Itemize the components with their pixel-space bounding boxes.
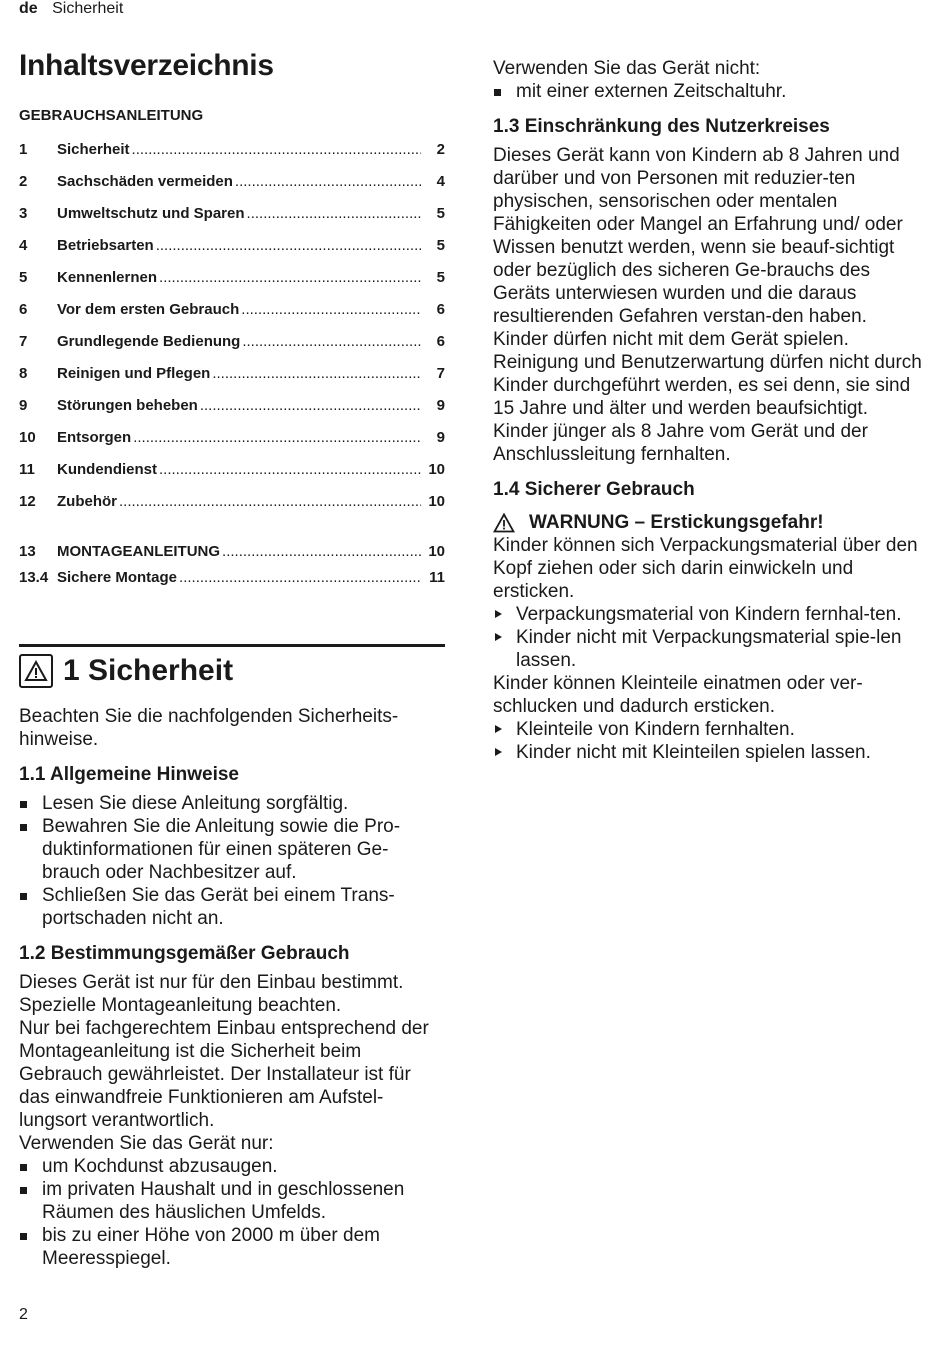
section-title: 1 Sicherheit <box>63 654 234 687</box>
list-item-text: mit einer externen Zeitschaltuhr. <box>516 81 787 102</box>
right-column <box>493 57 923 764</box>
instruction-item <box>493 718 923 741</box>
toc-leader <box>247 204 421 224</box>
warning-text: WARNUNG – Erstickungsgefahr! <box>529 512 824 533</box>
toc-entry-title: MONTAGEANLEITUNG <box>57 543 221 560</box>
toc-entry-title: Sichere Montage <box>57 569 178 586</box>
list-item-text: um Kochdunst abzusaugen. <box>42 1156 278 1177</box>
list-item-text: Schließen Sie das Gerät bei einem Trans-portschaden nicht an. <box>42 885 395 929</box>
bullet-icon <box>19 1178 42 1224</box>
toc-page: 4 <box>436 173 445 190</box>
toc-num: 5 <box>19 269 28 286</box>
toc-entry-title: Sicherheit <box>57 141 130 158</box>
instruction-item <box>493 626 923 672</box>
toc-entry[interactable] <box>19 396 445 428</box>
bullet-icon <box>19 1155 42 1178</box>
subsection-title: 1.4 Sicherer Gebrauch <box>493 479 695 500</box>
bullet-icon <box>19 1224 42 1270</box>
list-item-text: im privaten Haushalt und in geschlossenen Räumen des häuslichen Umfelds. <box>42 1179 405 1223</box>
toc-entry[interactable] <box>19 140 445 172</box>
list-item-text: Bewahren Sie die Anleitung sowie die Pro-duktinformationen für einen späteren Ge-brauch oder Nachbesitzer auf. <box>42 816 401 883</box>
toc-page: 6 <box>436 333 445 350</box>
bullet-icon <box>19 815 42 884</box>
toc-entry[interactable] <box>19 364 445 396</box>
arrow-icon <box>493 741 516 764</box>
subsection-title: 1.2 Bestimmungsgemäßer Gebrauch <box>19 943 350 964</box>
toc-num: 13.4 <box>19 569 49 586</box>
instruction-text: Kinder nicht mit Verpackungsmaterial spie-len lassen. <box>516 627 902 671</box>
paragraph: Nur bei fachgerechtem Einbau entsprechend der Montageanleitung ist die Sicherheit beim Gebrauch gewährleistet. Der Installateur ist für das einwandfreie Funktionieren am Aufstel-lungsort verantwortlich. <box>19 1018 429 1131</box>
toc-page: 6 <box>436 301 445 318</box>
toc-num: 11 <box>19 461 35 478</box>
toc-num: 8 <box>19 365 28 382</box>
toc-entry[interactable] <box>19 172 445 204</box>
bullet-icon <box>19 884 42 930</box>
toc-num: 9 <box>19 397 28 414</box>
toc-leader <box>222 542 421 562</box>
list-item-text: bis zu einer Höhe von 2000 m über dem Meeresspiegel. <box>42 1225 380 1269</box>
instruction-item <box>493 603 923 626</box>
toc-page: 9 <box>436 429 445 446</box>
warning-heading <box>493 511 923 534</box>
toc-page: 2 <box>436 141 445 158</box>
list-item <box>19 884 445 930</box>
toc-leader <box>156 236 421 256</box>
toc-num: 10 <box>19 429 36 446</box>
toc-entry[interactable] <box>19 460 445 492</box>
subsection-title: 1.3 Einschränkung des Nutzerkreises <box>493 116 830 137</box>
toc-leader <box>159 460 421 480</box>
toc-leader <box>119 492 421 512</box>
toc-leader <box>179 568 421 588</box>
toc-leader <box>200 396 421 416</box>
subsection-title: 1.1 Allgemeine Hinweise <box>19 764 239 785</box>
list-item <box>19 1178 445 1224</box>
list-item <box>19 792 445 815</box>
toc-page: 7 <box>436 365 445 382</box>
warning-triangle-icon <box>493 513 515 533</box>
toc-entry[interactable] <box>19 492 445 524</box>
left-column <box>19 46 445 1270</box>
toc-subtitle: GEBRAUCHSANLEITUNG <box>19 107 204 124</box>
list-item <box>19 1224 445 1270</box>
toc-entry[interactable] <box>19 300 445 332</box>
toc-title: Inhaltsverzeichnis <box>19 49 274 82</box>
toc-num: 12 <box>19 493 36 510</box>
instruction-text: Verpackungsmaterial von Kindern fernhal-ten. <box>516 604 902 625</box>
toc-page: 5 <box>436 269 445 286</box>
toc-page: 9 <box>436 397 445 414</box>
toc-entry-title: Störungen beheben <box>57 397 198 414</box>
list-item <box>19 815 445 884</box>
toc-entry[interactable] <box>19 568 445 594</box>
toc-num: 3 <box>19 205 28 222</box>
toc-leader <box>212 364 421 384</box>
toc-page: 11 <box>429 569 445 586</box>
toc-page: 5 <box>436 205 445 222</box>
toc-entry-title: Umweltschutz und Sparen <box>57 205 245 222</box>
toc-page: 10 <box>428 493 445 510</box>
instruction-text: Kleinteile von Kindern fernhalten. <box>516 719 795 740</box>
toc-entry-title: Betriebsarten <box>57 237 154 254</box>
toc-entry-title: Sachschäden vermeiden <box>57 173 233 190</box>
paragraph: Kinder jünger als 8 Jahre vom Gerät und der Anschlussleitung fernhalten. <box>493 421 868 465</box>
toc-leader <box>241 300 421 320</box>
toc-leader <box>235 172 421 192</box>
toc-leader <box>133 428 421 448</box>
bullet-icon <box>493 80 516 103</box>
paragraph: Reinigung und Benutzerwartung dürfen nicht durch Kinder durchgeführt werden, es sei denn, sie sind 15 Jahre und älter und werden beaufsichtigt. <box>493 352 922 419</box>
toc-num: 13 <box>19 543 36 560</box>
toc-page: 10 <box>428 543 445 560</box>
paragraph: Dieses Gerät ist nur für den Einbau bestimmt. Spezielle Montageanleitung beachten. <box>19 972 404 1016</box>
bullet-icon <box>19 792 42 815</box>
language-code: de <box>19 0 38 17</box>
section-heading <box>19 644 445 691</box>
paragraph: Kinder können Kleinteile einatmen oder ver-schlucken und dadurch ersticken. <box>493 673 863 717</box>
toc-entry[interactable] <box>19 428 445 460</box>
paragraph: Kinder können sich Verpackungsmaterial über den Kopf ziehen oder sich darin einwickeln und ersticken. <box>493 535 918 602</box>
toc-leader <box>242 332 421 352</box>
toc-entry-title: Grundlegende Bedienung <box>57 333 241 350</box>
toc-entry-title: Entsorgen <box>57 429 132 446</box>
header-section: Sicherheit <box>52 0 124 17</box>
toc-list <box>19 140 445 594</box>
toc-entry-title: Kennenlernen <box>57 269 158 286</box>
arrow-icon <box>493 626 516 672</box>
toc-entry[interactable] <box>19 268 445 300</box>
toc-entry-title: Reinigen und Pflegen <box>57 365 211 382</box>
page-header <box>19 0 123 18</box>
page-number: 2 <box>19 1306 28 1323</box>
toc-entry[interactable] <box>19 332 445 364</box>
toc-num: 4 <box>19 237 28 254</box>
list-item-text: Lesen Sie diese Anleitung sorgfältig. <box>42 793 349 814</box>
arrow-icon <box>493 603 516 626</box>
toc-entry[interactable] <box>19 204 445 236</box>
toc-page: 10 <box>428 461 445 478</box>
toc-entry[interactable] <box>19 236 445 268</box>
toc-entry[interactable] <box>19 542 445 568</box>
list-item <box>493 80 923 103</box>
toc-num: 7 <box>19 333 28 350</box>
toc-entry-title: Vor dem ersten Gebrauch <box>57 301 240 318</box>
toc-entry-title: Kundendienst <box>57 461 157 478</box>
toc-num: 1 <box>19 141 28 158</box>
paragraph: Verwenden Sie das Gerät nicht: <box>493 58 761 79</box>
toc-num: 2 <box>19 173 28 190</box>
toc-entry-title: Zubehör <box>57 493 117 510</box>
list-item <box>19 1155 445 1178</box>
section-intro: Beachten Sie die nachfolgenden Sicherheits-hinweise. <box>19 706 399 750</box>
toc-leader <box>132 140 421 160</box>
warning-box-icon <box>19 654 53 688</box>
toc-num: 6 <box>19 301 28 318</box>
instruction-item <box>493 741 923 764</box>
arrow-icon <box>493 718 516 741</box>
toc-leader <box>159 268 421 288</box>
paragraph: Dieses Gerät kann von Kindern ab 8 Jahren und darüber und von Personen mit reduzier-ten physischen, sensorischen oder mentalen Fähigkeiten oder Mangel an Erfahrung und/ oder Wissen benutzt werden, wenn sie beauf-sichtigt oder bezüglich des sicheren Ge-brauchs des Geräts unterwiesen wurden und die daraus resultierenden Gefahren verstan-den haben. <box>493 145 903 327</box>
instruction-text: Kinder nicht mit Kleinteilen spielen lassen. <box>516 742 871 763</box>
paragraph: Kinder dürfen nicht mit dem Gerät spielen. <box>493 329 849 350</box>
toc-page: 5 <box>436 237 445 254</box>
paragraph: Verwenden Sie das Gerät nur: <box>19 1133 274 1154</box>
